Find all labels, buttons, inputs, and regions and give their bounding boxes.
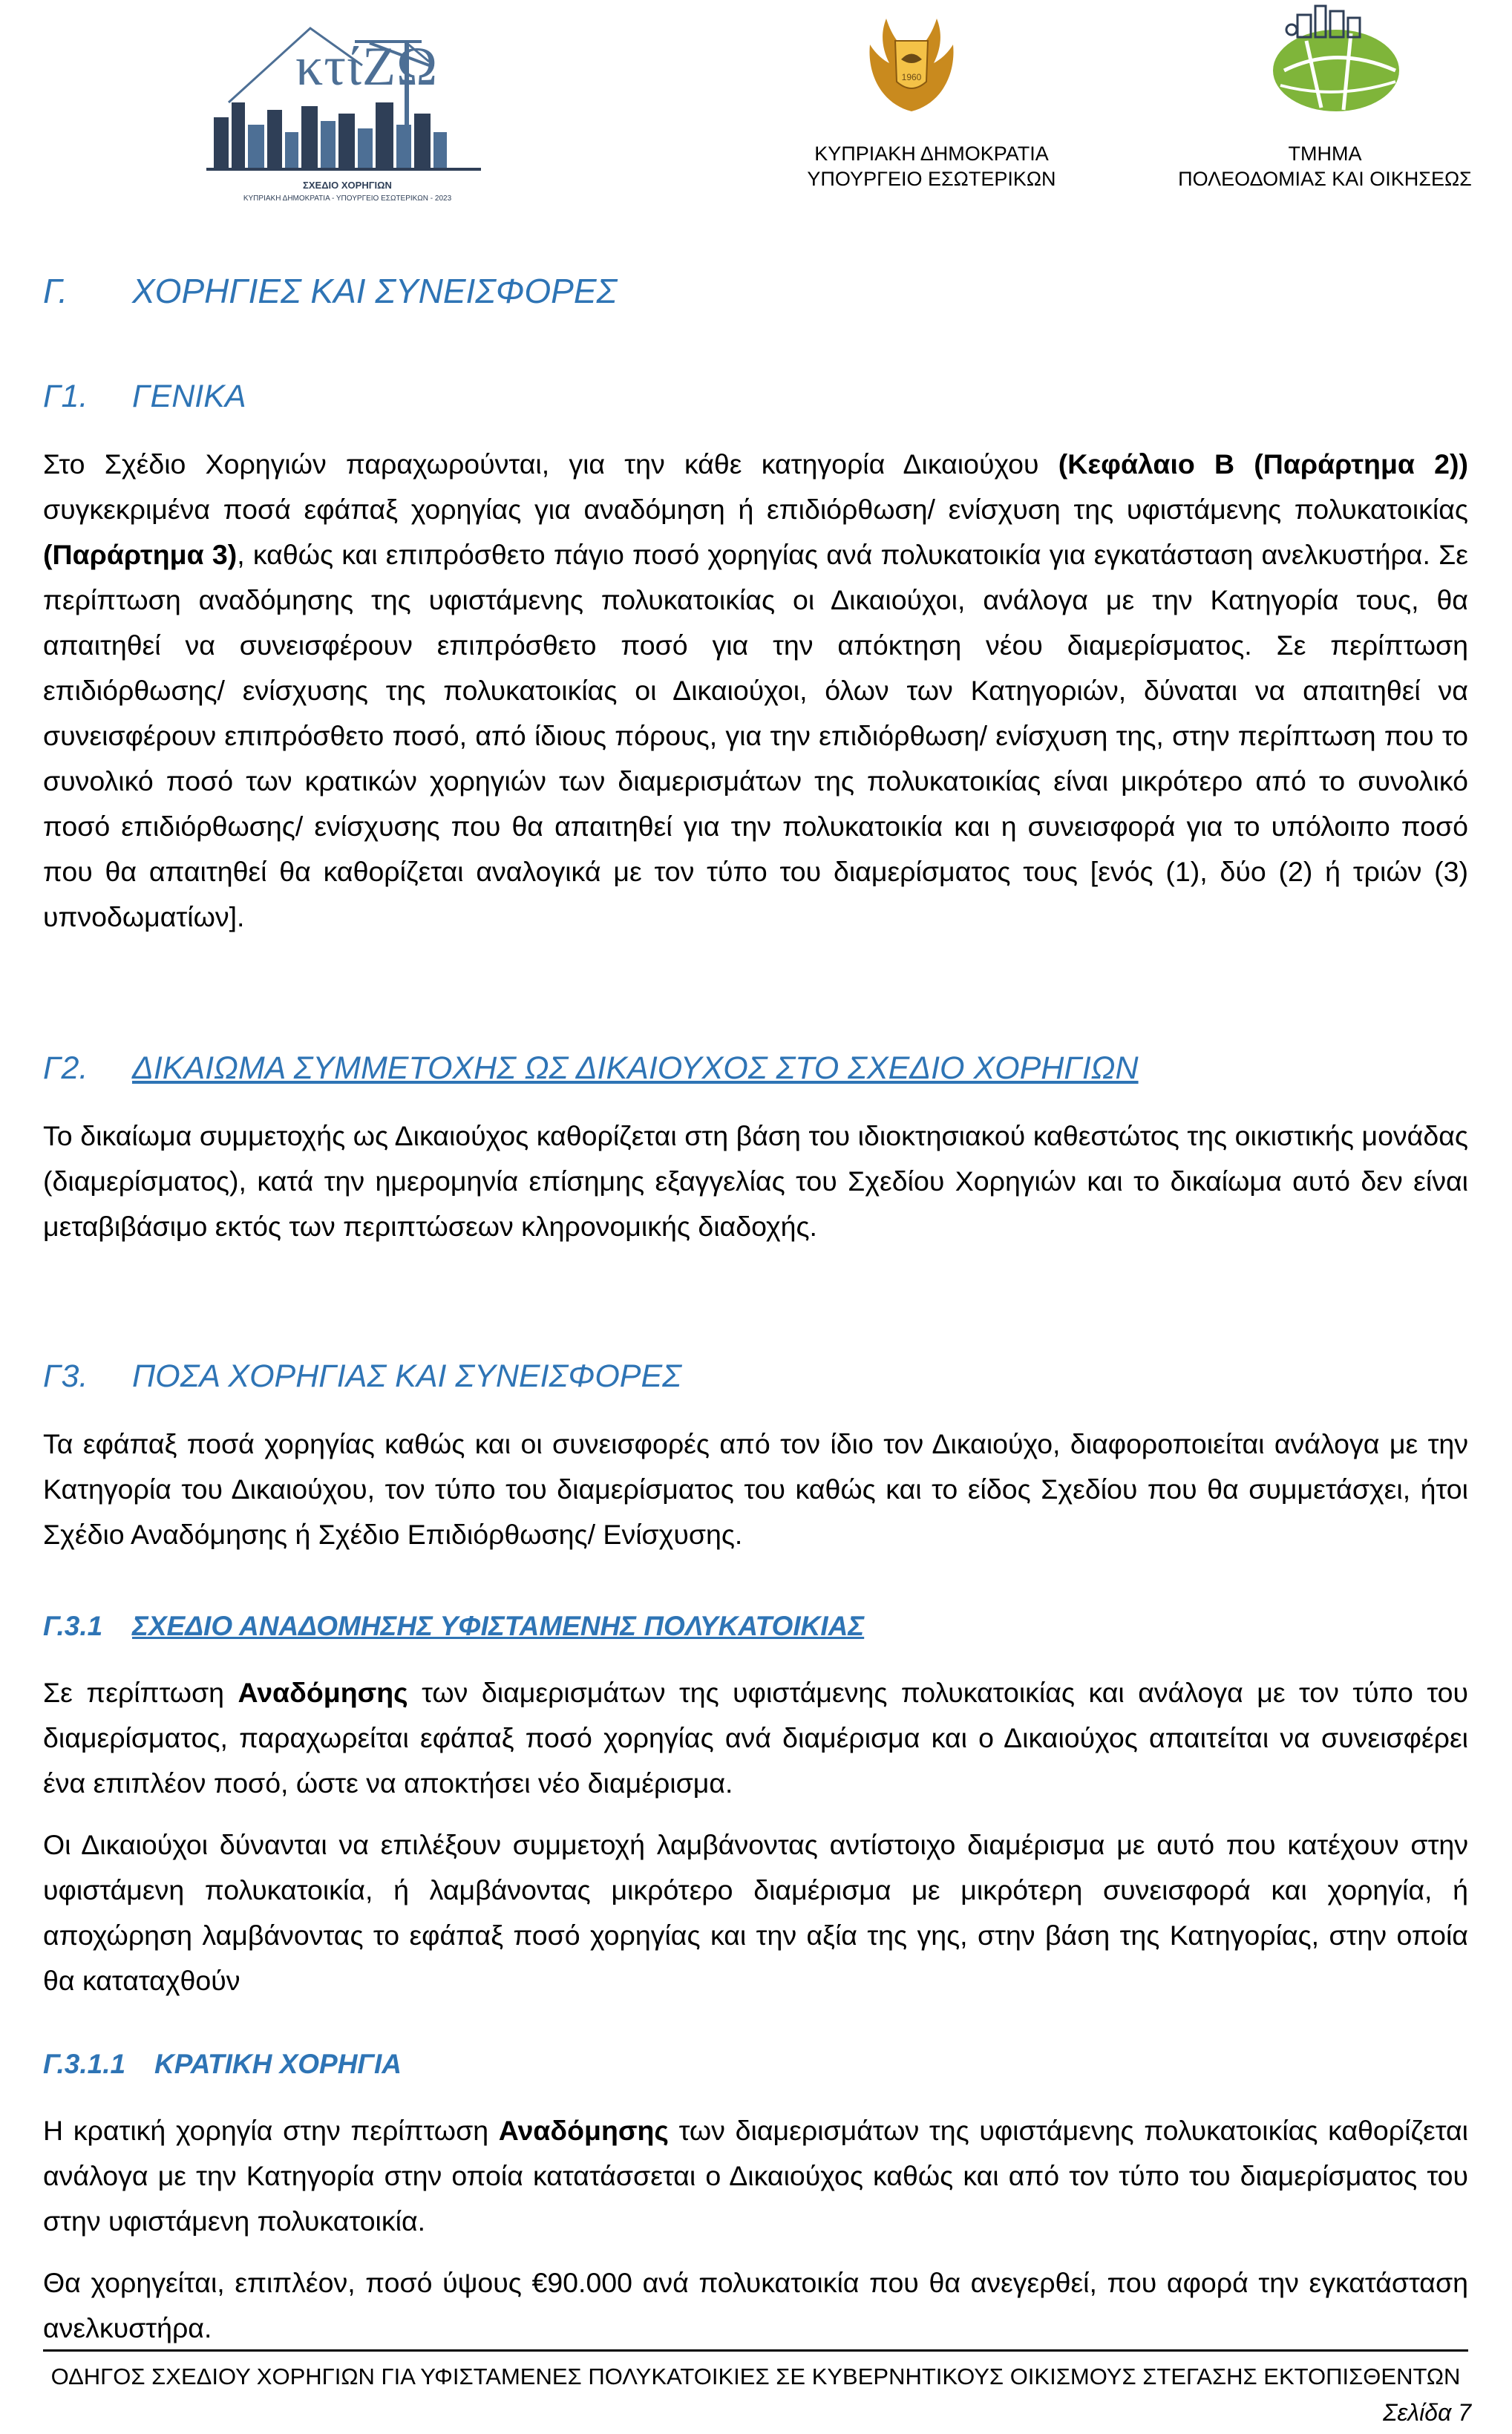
heading-g31-number: Γ.3.1 bbox=[43, 1611, 103, 1641]
heading-g311 bbox=[43, 2049, 402, 2080]
heading-g311-number: Γ.3.1.1 bbox=[43, 2049, 126, 2079]
ministry-line-1: ΚΥΠΡΙΑΚΗ ΔΗΜΟΚΡΑΤΙΑ bbox=[814, 143, 1049, 165]
section-title: ΧΟΡΗΓΙΕΣ ΚΑΙ ΣΥΝΕΙΣΦΟΡΕΣ bbox=[132, 272, 618, 310]
department-name bbox=[1139, 141, 1511, 192]
heading-g2-number: Γ2. bbox=[43, 1050, 88, 1086]
heading-g1 bbox=[43, 379, 246, 415]
heading-g31-title: ΣΧΕΔΙΟ ΑΝΑΔΟΜΗΣΗΣ ΥΦΙΣΤΑΜΕΝΗΣ ΠΟΛΥΚΑΤΟΙΚΙΑΣ bbox=[132, 1611, 865, 1641]
paragraph-g2: Το δικαίωμα συμμετοχής ως Δικαιούχος καθορίζεται στη βάση του ιδιοκτησιακού καθεστώτος της οικιστικής μονάδας (διαμερίσματος), κατά την ημερομηνία επίσημης εξαγγελίας του Σχεδίου Χορηγιών και το δικαίωμα αυτό δεν είναι μεταβιβάσιμο εκτός των περιπτώσεων κληρονομικής διαδοχής. bbox=[43, 1120, 1468, 1242]
footer-divider bbox=[43, 2349, 1468, 2352]
heading-g2-title: ΔΙΚΑΙΩΜΑ ΣΥΜΜΕΤΟΧΗΣ ΩΣ ΔΙΚΑΙΟΥΧΟΣ ΣΤΟ ΣΧΕΔΙΟ ΧΟΡΗΓΙΩΝ bbox=[132, 1050, 1139, 1086]
section-number: Γ. bbox=[43, 272, 68, 310]
department-line-2: ΠΟΛΕΟΔΟΜΙΑΣ ΚΑΙ ΟΙΚΗΣΕΩΣ bbox=[1178, 168, 1472, 190]
ktizo-caption-subtitle: ΚΥΠΡΙΑΚΗ ΔΗΜΟΚΡΑΤΙΑ - ΥΠΟΥΡΓΕΙΟ ΕΣΩΤΕΡΙΚΩΝ - 2023 bbox=[243, 194, 452, 203]
ktizo-logo bbox=[184, 13, 511, 206]
town-planning-logo-icon bbox=[1254, 0, 1403, 119]
g31-p1-bold: Αναδόμησης bbox=[238, 1677, 408, 1708]
g1-bold-ref-chapter: (Κεφάλαιο Β (Παράρτημα 2)) bbox=[1058, 448, 1468, 480]
ktizo-wordmark: κτίΖΩ bbox=[295, 36, 439, 97]
heading-g3-number: Γ3. bbox=[43, 1358, 88, 1394]
heading-g3 bbox=[43, 1358, 681, 1395]
paragraph-g3: Τα εφάπαξ ποσά χορηγίας καθώς και οι συνεισφορές από τον ίδιο τον Δικαιούχο, διαφοροποιείται ανάλογα με την Κατηγορία του Δικαιούχου, τον τύπο του διαμερίσματος του καθώς και το είδος Σχεδίου που θα συμμετάσχει, ήτοι Σχέδιο Αναδόμησης ή Σχέδιο Επιδιόρθωσης/ Ενίσχυσης. bbox=[43, 1428, 1468, 1550]
section-heading bbox=[43, 271, 617, 311]
paragraph-g31-2: Οι Δικαιούχοι δύνανται να επιλέξουν συμμετοχή λαμβάνοντας αντίστοιχο διαμέρισμα με αυτό που κατέχουν στην υφιστάμενη πολυκατοικία, ή λαμβάνοντας μικρότερο διαμέρισμα με μικρότερη συνεισφορά και χορηγία, ή αποχώρηση λαμβάνοντας το εφάπαξ ποσό χορηγίας και την αξία της γης, στην βάση της Κατηγορίας, στην οποία θα καταταχθούν bbox=[43, 1829, 1468, 1996]
g311-p1-bold: Αναδόμησης bbox=[498, 2115, 669, 2146]
g1-text-part-1: Στο Σχέδιο Χορηγιών παραχωρούνται, για την κάθε κατηγορία Δικαιούχου bbox=[43, 448, 1058, 480]
paragraph-g1 bbox=[43, 442, 1468, 940]
cyprus-coat-of-arms-icon bbox=[860, 7, 963, 119]
g311-p1-text-a: Η κρατική χορηγία στην περίπτωση bbox=[43, 2115, 499, 2146]
g31-p1-text-b: των διαμερισμάτων της υφιστάμενης πολυκατοικίας και ανάλογα με τον τύπο του διαμερίσματος, παραχωρείται εφάπαξ ποσό χορηγίας ανά διαμέρισμα και ο Δικαιούχος απαιτείται να συνεισφέρει ένα επιπλέον ποσό, ώστε να αποκτήσει νέο διαμέρισμα. bbox=[43, 1677, 1468, 1799]
department-line-1: ΤΜΗΜΑ bbox=[1288, 143, 1362, 165]
heading-g2 bbox=[43, 1050, 1139, 1087]
svg-text:1960: 1960 bbox=[901, 72, 922, 82]
heading-g311-title: ΚΡΑΤΙΚΗ ΧΟΡΗΓΙΑ bbox=[154, 2049, 402, 2079]
ktizo-caption-title: ΣΧΕΔΙΟ ΧΟΡΗΓΙΩΝ bbox=[303, 180, 392, 191]
g1-bold-ref-annex: (Παράρτημα 3) bbox=[43, 539, 238, 570]
footer-title: ΟΔΗΓΟΣ ΣΧΕΔΙΟΥ ΧΟΡΗΓΙΩΝ ΓΙΑ ΥΦΙΣΤΑΜΕΝΕΣ ΠΟΛΥΚΑΤΟΙΚΙΕΣ ΣΕ ΚΥΒΕΡΝΗΤΙΚΟΥΣ ΟΙΚΙΣΜΟΥΣ ΣΤΕΓΑΣΗΣ ΕΚΤΟΠΙΣΘΕΝΤΩΝ bbox=[50, 2363, 1461, 2389]
ministry-name bbox=[757, 141, 1106, 192]
page-number: Σελίδα 7 bbox=[1383, 2399, 1471, 2426]
paragraph-g31-1 bbox=[43, 1670, 1468, 1806]
paragraph-g311-1 bbox=[43, 2108, 1468, 2244]
g31-p1-text-a: Σε περίπτωση bbox=[43, 1677, 238, 1708]
g311-p1-text-b: των διαμερισμάτων της υφιστάμενης πολυκατοικίας καθορίζεται ανάλογα με την Κατηγορία στην οποία κατατάσσεται ο Δικαιούχος καθώς και από τον τύπο του διαμερίσματος του στην υφιστάμενη πολυκατοικία. bbox=[43, 2115, 1469, 2237]
heading-g3-title: ΠΟΣΑ ΧΟΡΗΓΙΑΣ ΚΑΙ ΣΥΝΕΙΣΦΟΡΕΣ bbox=[132, 1358, 681, 1394]
heading-g1-number: Γ1. bbox=[43, 379, 88, 414]
paragraph-g311-2: Θα χορηγείται, επιπλέον, ποσό ύψους €90.000 ανά πολυκατοικία που θα ανεγερθεί, που αφορά την εγκατάσταση ανελκυστήρα. bbox=[43, 2267, 1468, 2343]
heading-g31 bbox=[43, 1611, 864, 1642]
ministry-line-2: ΥΠΟΥΡΓΕΙΟ ΕΣΩΤΕΡΙΚΩΝ bbox=[807, 168, 1056, 190]
g1-text-part-3: , καθώς και επιπρόσθετο πάγιο ποσό χορηγίας ανά πολυκατοικία για εγκατάσταση ανελκυστήρα. Σε περίπτωση αναδόμησης της υφιστάμενης πολυκατοικίας οι Δικαιούχοι, ανάλογα με την Κατηγορία τους, θα απαιτηθεί να συνεισφέρουν επιπρόσθετο ποσό για την απόκτηση νέου διαμερίσματος. Σε περίπτωση επιδιόρθωσης/ ενίσχυσης της πολυκατοικίας οι Δικαιούχοι, όλων των Κατηγοριών, δύναται να απαιτηθεί να συνεισφέρουν επιπρόσθετο ποσό, από ίδιους πόρους, για την επιδιόρθωση/ ενίσχυση της, στην περίπτωση που το συνολικό ποσό των κρατικών χορηγιών των διαμερισμάτων της πολυκατοικίας είναι μικρότερο από το συνολικό ποσό επιδιόρθωσης/ ενίσχυσης που θα απαιτηθεί για την πολυκατοικία και η συνεισφορά για το υπόλοιπο ποσό που θα απαιτηθεί θα καθορίζεται αναλογικά με τον τύπο του διαμερίσματος τους [ενός (1), δύο (2) ή τριών (3) υπνοδωματίων]. bbox=[43, 539, 1468, 932]
g1-text-part-2: συγκεκριμένα ποσά εφάπαξ χορηγίας για αναδόμηση ή επιδιόρθωση/ ενίσχυση της υφιστάμενης πολυκατοικίας bbox=[43, 494, 1468, 525]
heading-g1-title: ΓΕΝΙΚΑ bbox=[132, 379, 246, 414]
